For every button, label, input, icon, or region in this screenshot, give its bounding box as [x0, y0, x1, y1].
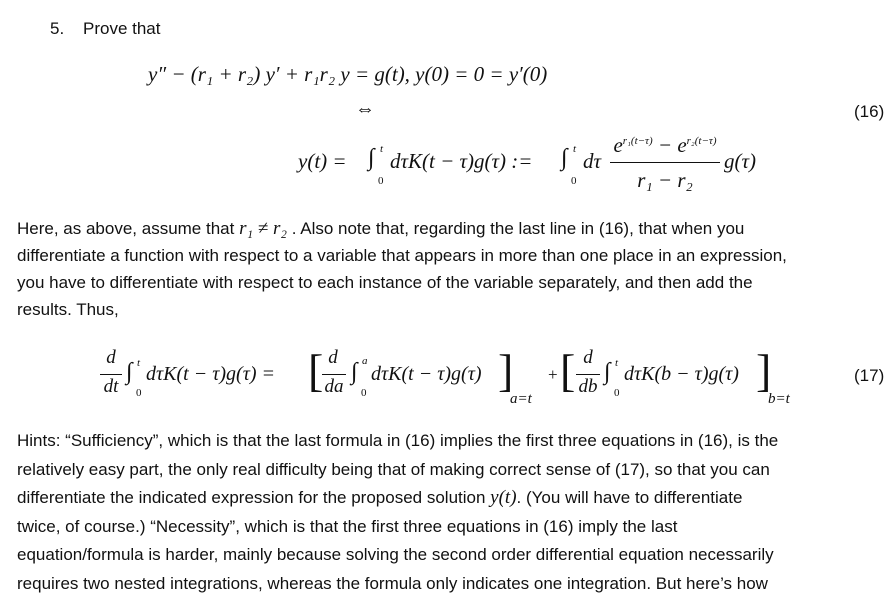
para2-line4: twice, of course.) “Necessity”, which is that the first three equations in (16) imply the last: [17, 516, 678, 536]
eq17-int2-upper: a: [362, 355, 368, 367]
integral-sign: ∫: [126, 359, 133, 385]
eq17-da: da: [324, 376, 344, 397]
eq16-ode-line: y″ − (r₁ + r₂) y′ + r₁r₂ y = g(t), y(0) = 0 = y′(0): [148, 62, 548, 86]
problem-number: 5.: [50, 19, 65, 38]
paragraph-hints: [17, 427, 883, 599]
fraction-bar: [576, 374, 600, 375]
para2-line2: relatively easy part, the only real difficulty being that of making correct sense of (17), so that you can: [17, 459, 770, 479]
para2-line3-a: differentiate the indicated expression for the proposed solution: [17, 488, 491, 508]
eq17-int2-lower: 0: [361, 387, 367, 399]
eq17-int1-lower: 0: [136, 387, 142, 399]
int2-upper: t: [573, 143, 577, 155]
eq17-int1-upper: t: [137, 357, 141, 369]
eq16-lhs: y(t) =: [298, 149, 347, 173]
integral-sign: ∫: [351, 359, 358, 385]
int1-upper: t: [380, 143, 384, 155]
eq17-int3-lower: 0: [614, 387, 620, 399]
int1-body: dτK(t − τ)g(τ) :=: [390, 149, 533, 173]
integral-sign: ∫: [368, 145, 375, 171]
para1-line3: you have to differentiate with respect to each instance of the variable separately, and then add the: [17, 273, 753, 292]
eq17: [100, 345, 860, 415]
eq17-d-num: d: [106, 347, 116, 368]
eq16-tail: g(τ): [724, 149, 757, 173]
eq17-plus: +: [548, 365, 558, 384]
right-bracket: ]: [756, 345, 772, 396]
fraction-bar: [100, 374, 122, 375]
problem-title: Prove that: [83, 19, 161, 38]
para2-line5: equation/formula is harder, mainly because solving the second order differential equation necessarily: [17, 545, 774, 565]
eq17-label: (17): [854, 366, 885, 385]
eq17-dt: dt: [103, 376, 119, 397]
eq17-eval-a: a=t: [510, 391, 532, 407]
para1-line2: differentiate a function with respect to a variable that appears in more than one place in an expression,: [17, 246, 787, 265]
para2-line3-b: . (You will have to differentiate: [516, 488, 743, 508]
para1-line1-b: . Also note that, regarding the last line in (16), that when you: [287, 219, 745, 238]
para1-line4: results. Thus,: [17, 300, 119, 319]
para1-line1-a: Here, as above, assume that: [17, 219, 240, 238]
para1-inline-math: r₁ ≠ r₂: [239, 218, 287, 239]
int2-body: dτ: [583, 149, 602, 173]
fraction-bar: [322, 374, 346, 375]
iff-symbol: ⇔: [355, 98, 375, 120]
eq17-int3-upper: t: [615, 357, 619, 369]
eq17-d-num-3: d: [583, 347, 593, 368]
left-bracket: [: [560, 345, 576, 396]
eq17-term1: dτK(t − τ)g(τ) =: [146, 363, 276, 385]
integral-sign: ∫: [604, 359, 611, 385]
integral-sign: ∫: [561, 145, 568, 171]
para2-inline-math: y(t): [490, 487, 517, 509]
eq17-term3: dτK(b − τ)g(τ): [624, 363, 739, 385]
int1-lower: 0: [378, 175, 384, 187]
eq17-eval-b: b=t: [768, 391, 790, 407]
eq16-fraction-denominator: r₁ − r₂: [637, 168, 693, 192]
para2-line6: requires two nested integrations, whereas the formula only indicates one integration. But here’s how: [17, 573, 768, 593]
para2-line1: Hints: “Sufficiency”, which is that the last formula in (16) implies the first three equations in (16), is the: [17, 431, 779, 450]
int2-lower: 0: [571, 175, 577, 187]
left-bracket: [: [308, 345, 324, 396]
eq17-d-num-2: d: [328, 347, 338, 368]
eq16-label: (16): [854, 102, 885, 121]
paragraph-assumptions: [17, 215, 883, 323]
right-bracket: ]: [498, 345, 514, 396]
eq16-fraction-numerator: $e^{r_1(t-\tau)} - e^{r_2(t-\tau)}$: [613, 133, 717, 157]
eq17-term2: dτK(t − τ)g(τ): [371, 363, 482, 385]
fraction-bar: [610, 162, 720, 163]
eq17-db: db: [578, 376, 598, 397]
